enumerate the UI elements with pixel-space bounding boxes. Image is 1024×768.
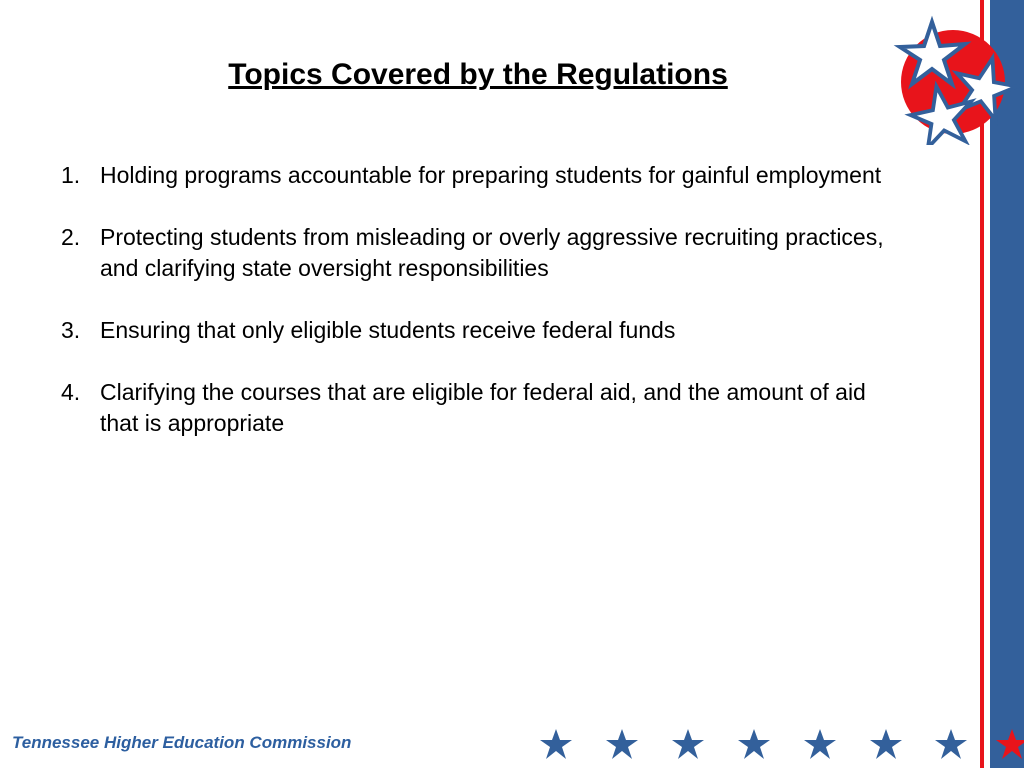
list-item	[0, 160, 900, 191]
star-icon	[671, 728, 705, 760]
item-number: 4.	[61, 379, 81, 405]
item-number: 3.	[61, 317, 81, 343]
red-star-icon	[995, 728, 1024, 760]
item-number: 2.	[61, 224, 81, 250]
star-icon	[539, 728, 573, 760]
footer-organization: Tennessee Higher Education Commission	[12, 733, 352, 752]
star-icon	[737, 728, 771, 760]
item-number: 1.	[61, 162, 81, 188]
item-text: Holding programs accountable for preparing students for gainful employment	[100, 162, 882, 188]
star-icon	[934, 728, 968, 760]
star-icon	[869, 728, 903, 760]
list-item	[0, 222, 900, 284]
slide-title: Topics Covered by the Regulations	[228, 58, 728, 91]
item-text: Ensuring that only eligible students receive federal funds	[100, 317, 676, 343]
list-item	[0, 377, 900, 439]
item-text: Clarifying the courses that are eligible for federal aid, and the amount of aid that is appropriate	[100, 379, 866, 436]
topics-list	[0, 160, 900, 470]
star-icon	[605, 728, 639, 760]
star-icon	[803, 728, 837, 760]
list-item	[0, 315, 900, 346]
item-text: Protecting students from misleading or overly aggressive recruiting practices, and clarifying state oversight responsibilities	[100, 224, 884, 281]
